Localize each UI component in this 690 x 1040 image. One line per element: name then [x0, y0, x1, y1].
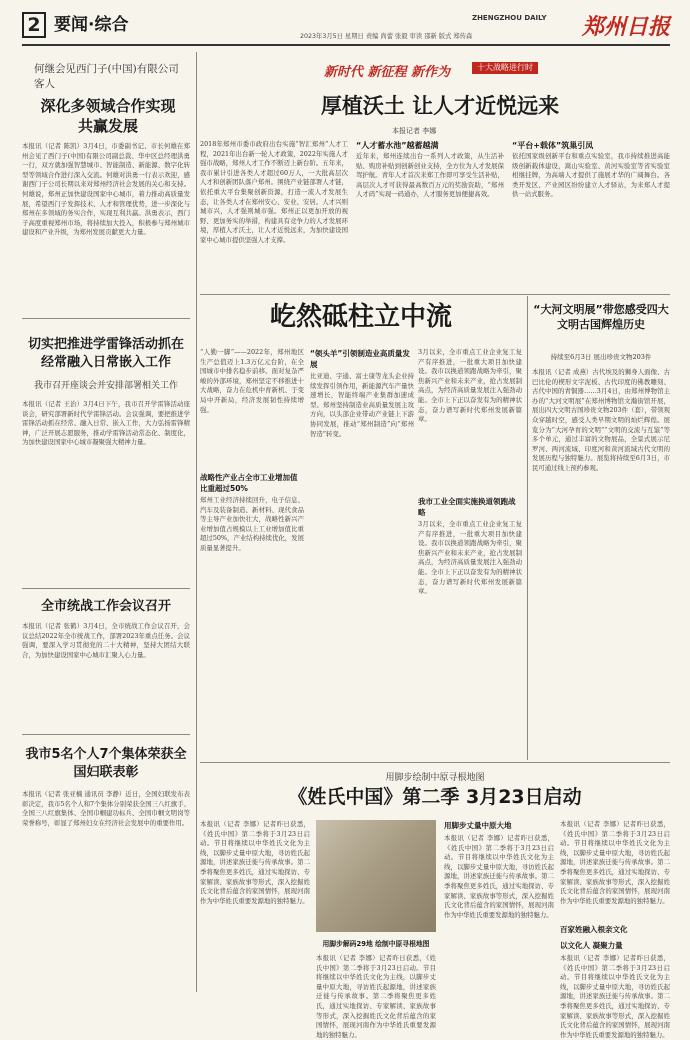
bottom-body-col1: 本报讯（记者 李娜）记者昨日获悉，《姓氏中国》第二季将于3月23日启动。节目将继续以中华姓氏文化为主线，以脚步丈量中原大地，寻访姓氏起源地，讲述家族迁徙与传承故事。第二季将聚焦更多姓氏，通过实地探访、专家解读、家族故事等形式，深入挖掘姓氏文化背后蕴含的家国情怀，展现河南作为中华姓氏重要发源地的独特魅力。	[200, 820, 310, 905]
article-cooperation-body: 本报讯（记者 陈凯）3月4日，市委副书记、市长何雄在郑州会见了西门子(中国)有限公司副总裁、华中区总经理洪勇一行，双方就加强智慧城市、智能制造、新能源、数字化转型等领域合作进行深入交流。何雄对洪勇一行表示欢迎，感谢西门子公司长期以来对郑州经济社会发展的关心和支持。何雄说，郑州正加快建设国家中心城市，着力推动高质量发展，希望西门子发挥技术、人才和管理优势，进一步深化与郑州在多领域的务实合作，实现互利共赢。洪勇表示，西门子高度重视郑州市场，将持续加大投入，积极参与郑州城市建设和产业升级，为郑州发展贡献更大力量。	[22, 142, 190, 237]
right-article	[532, 296, 670, 760]
lower-subhead-1: 战略性产业占全市工业增加值比重超过50%	[200, 473, 298, 493]
bottom-photo-caption: 用脚步解码29地 绘制中原寻根地图	[322, 940, 430, 948]
banner-slogan-text: 新时代 新征程 新作为	[324, 65, 451, 80]
lower-subhead-3: 我市工业全面实施换道领跑战略	[418, 497, 516, 517]
masthead	[0, 0, 690, 50]
lower-sub3-body: 3月以来，全市重点工业企业复工复产有序推进，一批重大项目加快建设。我市以换道领跑战略为牵引，聚焦新兴产业和未来产业，抢占发展制高点，为经济高质量发展注入强劲动能。全市上下正以奋发有为的精神状态，奋力谱写新时代郑州发展新篇章。	[418, 348, 522, 424]
page-number: 2	[27, 14, 41, 36]
headline-united-front: 全市统战工作会议召开	[40, 599, 171, 614]
divider	[200, 762, 670, 763]
feature-body: 2018年郑州市委市政府出台实施“智汇郑州”人才工程，2021年出台新一轮人才政策，2022年实施人才强市战略，郑州人才工作不断迈上新台阶。五年来，我市累计引进各类人才超过60万人，一大批高层次人才和创新团队落户郑州。围绕产业链部署人才链，依托重大平台集聚创新资源，打造一流人才发展生态，让各类人才在郑州安心、安业、安居。人才兴则城市兴，人才强则城市强。郑州正以更加开放的视野、更加务实的举措，构建具有竞争力的人才发展环境，厚植人才沃土，让人才近悦远来，为加快建设国家中心城市提供坚强人才支撑。	[200, 140, 348, 244]
feature-byline: 本报记者 李娜	[392, 127, 437, 135]
lower-intro-body: “人勤一脚”——2022年，郑州地区生产总值迈上1.3万亿元台阶，在全国城市中排名稳步前移。面对复杂严峻的外部环境，郑州坚定不移推进十大战略，奋力在危机中育新机、于变局中开新局，经济发展韧性持续增强。	[200, 348, 304, 414]
paper-name-en: ZHENGZHOU DAILY	[472, 14, 547, 22]
divider	[22, 734, 190, 735]
headline-womens-federation: 我市5名个人7个集体荣获全国妇联表彰	[25, 747, 187, 780]
bottom-photo	[316, 820, 436, 932]
left-column	[22, 52, 190, 992]
feature-sub2-body: 依托国家级创新平台和重点实验室，我市持续推进高能级创新载体建设，嵩山实验室、黄河实验室等省实验室相继挂牌，为高端人才提供了施展才华的广阔舞台。各类开发区、产业园区纷纷建立人才驿站，为来郑人才提供一站式服务。	[512, 152, 670, 199]
paper-logo: 郑州日报	[582, 14, 671, 40]
article-lei-feng-body: 本报讯（记者 王治）3月4日下午，我市召开学雷锋活动座谈会，研究部署新时代学雷锋活动。会议强调，要把推进学雷锋活动抓在经常、融入日常、嵌入工作，大力弘扬雷锋精神，广泛开展志愿服务，推动学雷锋活动常态化、制度化，为加快建设国家中心城市凝聚强大精神力量。	[22, 400, 190, 447]
subhead-lei-feng: 我市召开座谈会并安排部署相关工作	[33, 381, 178, 391]
divider	[200, 294, 670, 295]
divider	[22, 318, 190, 319]
bottom-body-col4b: 本报讯（记者 李娜）记者昨日获悉，《姓氏中国》第二季将于3月23日启动。节目将继续以中华姓氏文化为主线，以脚步丈量中原大地，寻访姓氏起源地，讲述家族迁徙与传承故事。第二季将聚焦更多姓氏，通过实地探访、专家解读、家族故事等形式，深入挖掘姓氏文化背后蕴含的家国情怀，展现河南作为中华姓氏重要发源地的独特魅力。	[560, 954, 670, 1039]
bottom-body-col4: 本报讯（记者 李娜）记者昨日获悉，《姓氏中国》第二季将于3月23日启动。节目将继续以中华姓氏文化为主线，以脚步丈量中原大地，寻访姓氏起源地，讲述家族迁徙与传承故事。第二季将聚焦更多姓氏，通过实地探访、专家解读、家族故事等形式，深入挖掘姓氏文化背后蕴含的家国情怀，展现河南作为中华姓氏重要发源地的独特魅力。	[560, 820, 670, 905]
feature-article	[200, 52, 670, 292]
headline-cooperation: 深化多领域合作实现共赢发展	[40, 97, 176, 135]
feature-subhead-2: “平台+载体”筑巢引凤	[512, 141, 594, 150]
bottom-subhead-1: 用脚步丈量中原大地	[444, 821, 512, 830]
right-subhead: 持续至6月3日 展出珍贵文物203件	[550, 353, 652, 361]
column-divider	[196, 52, 197, 992]
lower-sub3-continued: 3月以来，全市重点工业企业复工复产有序推进，一批重大项目加快建设。我市以换道领跑战略为牵引，聚焦新兴产业和未来产业，抢占发展制高点，为经济高质量发展注入强劲动能。全市上下正以奋发有为的精神状态，奋力谱写新时代郑州发展新篇章。	[418, 520, 522, 596]
bottom-subhead-3: 以文化人 凝聚力量	[560, 941, 623, 950]
bottom-kicker: 用脚步绘制中原寻根地图	[385, 773, 485, 783]
bottom-subhead-2: 百家姓融入根亲文化	[560, 925, 628, 934]
page-number-box	[22, 12, 46, 38]
date-line: 2023年3月5日 星期日 责编 尚蕾 张毅 审读 邵新 版式 郑传森	[300, 33, 473, 40]
masthead-rule	[22, 44, 670, 46]
banner-bar	[324, 58, 560, 88]
bottom-article	[200, 764, 670, 1039]
section-title: 要闻·综合	[54, 15, 129, 35]
column-divider	[527, 296, 528, 760]
headline-lei-feng: 切实把推进学雷锋活动抓在经常融入日常嵌入工作	[27, 337, 184, 370]
bottom-headline: 《姓氏中国》第二季 3月23日启动	[288, 786, 582, 808]
bottom-body-col3: 本报讯（记者 李娜）记者昨日获悉，《姓氏中国》第二季将于3月23日启动。节目将继续以中华姓氏文化为主线，以脚步丈量中原大地，寻访姓氏起源地，讲述家族迁徙与传承故事。第二季将聚焦更多姓氏，通过实地探访、专家解读、家族故事等形式，深入挖掘姓氏文化背后蕴含的家国情怀，展现河南作为中华姓氏重要发源地的独特魅力。	[444, 834, 554, 919]
article-united-front-body: 本报讯（记者 张鹤）3月4日，全市统战工作会议召开，会议总结2022年全市统战工作，部署2023年重点任务。会议强调，要深入学习贯彻党的二十大精神，坚持大团结大联合，为加快建设国家中心城市汇聚人心力量。	[22, 622, 190, 659]
divider	[22, 588, 190, 589]
lower-center-article	[200, 296, 522, 760]
right-headline: “大河文明展”带您感受四大文明古国辉煌历史	[533, 303, 669, 331]
feature-sub1-body: 近年来，郑州连续出台一系列人才政策，从生活补贴、购房补贴到创新创业支持，全方位为人才发展保驾护航。青年人才首次来郑工作即可享受生活补贴，高层次人才可获得最高数百万元的奖励资助，“郑州人才码”实现一码通办，人才服务更加便捷高效。	[356, 152, 504, 199]
lower-sub1-body: 郑州工业经济持续回升，电子信息、汽车及装备制造、新材料、现代食品等主导产业加快壮大，战略性新兴产业增加值占规模以上工业增加值比重超过50%，产业结构持续优化，发展质量显著提升。	[200, 496, 304, 552]
kicker-meeting: 何继会见西门子(中国)有限公司客人	[34, 63, 179, 90]
article-womens-federation-body: 本报讯（记者 张亚楠 通讯员 李静）近日，全国妇联发布表彰决定，我市5名个人和7个集体分别荣获全国三八红旗手、全国三八红旗集体、全国巾帼建功标兵、全国巾帼文明岗等荣誉称号，彰显了郑州妇女在经济社会发展中的重要作用。	[22, 790, 190, 827]
feature-headline: 厚植沃土 让人才近悦远来	[320, 94, 560, 118]
right-body: 本报讯（记者 成燕）古代埃及的狮身人面像、古巴比伦的楔形文字泥板、古代印度的佛教雕刻、古代中国的青铜器……3月4日，由郑州博物馆主办的“大河文明展”在郑州博物馆文瀚街馆开展，展出四大文明古国珍贵文物203件（套），带领观众穿越时空，感受人类早期文明的灿烂辉煌。展览分为“大河孕育的文明”“文明的交流与互鉴”等多个单元，通过丰富的文物展品，全景式展示尼罗河、两河流域、印度河和黄河流域古代文明的发展历程与独特魅力。展览将持续至6月3日，市民可通过线上预约参观。	[532, 368, 670, 472]
lower-subhead-2: “领头羊”引领制造业高质量发展	[310, 349, 410, 369]
bottom-body-col2: 本报讯（记者 李娜）记者昨日获悉，《姓氏中国》第二季将于3月23日启动。节目将继续以中华姓氏文化为主线，以脚步丈量中原大地，寻访姓氏起源地，讲述家族迁徙与传承故事。第二季将聚焦更多姓氏，通过实地探访、专家解读、家族故事等形式，深入挖掘姓氏文化背后蕴含的家国情怀，展现河南作为中华姓氏重要发源地的独特魅力。	[316, 954, 436, 1039]
lower-sub2-body: 比亚迪、宇通、富士康等龙头企业持续发挥引领作用，新能源汽车产量快速增长，智能终端产业集群加速成型。郑州坚持制造业高质量发展主攻方向，以头部企业带动产业链上下游协同发展，推动“郑州制造”向“郑州智造”转变。	[310, 372, 414, 438]
feature-subhead-1: “人才蓄水池”越蓄越满	[356, 141, 439, 150]
banner-series: 十大战略进行时	[472, 62, 538, 74]
lower-headline: 屹然砥柱立中流	[269, 302, 452, 332]
